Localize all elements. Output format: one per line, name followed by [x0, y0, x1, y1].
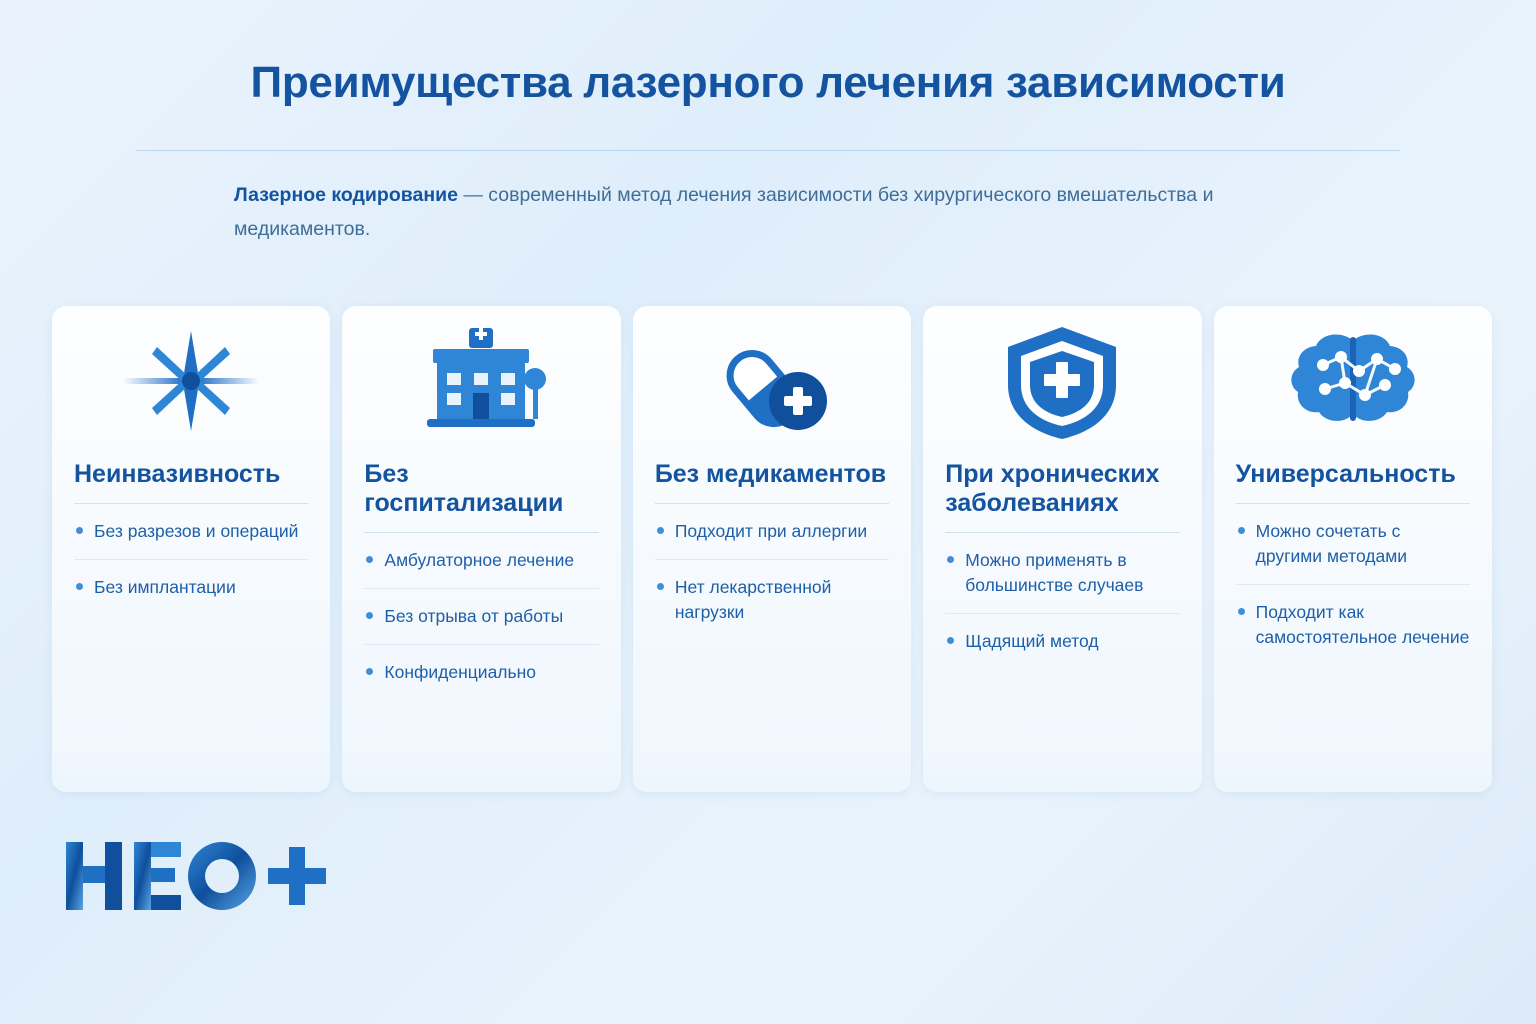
list-item: Без имплантации [74, 560, 308, 615]
card-bullet-list [633, 504, 911, 640]
list-item: Без отрыва от работы [364, 589, 598, 645]
benefit-card-universality [1214, 306, 1492, 792]
card-bullet-list [923, 533, 1201, 669]
list-item: Можно сочетать с другими методами [1236, 504, 1470, 585]
brain-network-icon [1214, 306, 1492, 458]
benefit-cards [52, 306, 1492, 792]
logo-icon [62, 836, 342, 916]
card-title: При хронических заболеваниях [945, 460, 1160, 517]
shield-cross-icon [923, 306, 1201, 458]
list-item: Подходит как самостоятельное лечение [1236, 585, 1470, 665]
subtitle [234, 178, 1234, 246]
card-title: Универсальность [1235, 460, 1456, 488]
card-bullet-list [1214, 504, 1492, 665]
subtitle-rest: — современный метод лечения зависимости без хирургического вмешательства и медикаментов. [234, 184, 1214, 240]
list-item: Без разрезов и операций [74, 504, 308, 560]
hospital-building-icon [342, 306, 620, 458]
card-title: Неинвазивность [74, 460, 281, 488]
list-item: Конфиденциально [364, 645, 598, 700]
brand-logo [62, 836, 342, 916]
card-bullet-list [52, 504, 330, 615]
benefit-card-noninvasive [52, 306, 330, 792]
card-bullet-list [342, 533, 620, 700]
benefit-card-chronic-diseases [923, 306, 1201, 792]
pills-capsule-icon [633, 306, 911, 458]
list-item: Можно применять в большинстве случаев [945, 533, 1179, 614]
list-item: Амбулаторное лечение [364, 533, 598, 589]
title-divider [136, 150, 1400, 151]
list-item: Подходит при аллергии [655, 504, 889, 560]
list-item: Нет лекарственной нагрузки [655, 560, 889, 640]
benefit-card-no-hospitalization [342, 306, 620, 792]
card-title: Без госпитализации [364, 460, 564, 517]
list-item: Щадящий метод [945, 614, 1179, 669]
laser-burst-icon [52, 306, 330, 458]
subtitle-strong: Лазерное кодирование [234, 184, 458, 206]
benefit-card-no-medication [633, 306, 911, 792]
page-title: Преимущества лазерного лечения зависимости [250, 58, 1286, 107]
card-title: Без медикаментов [654, 460, 887, 488]
